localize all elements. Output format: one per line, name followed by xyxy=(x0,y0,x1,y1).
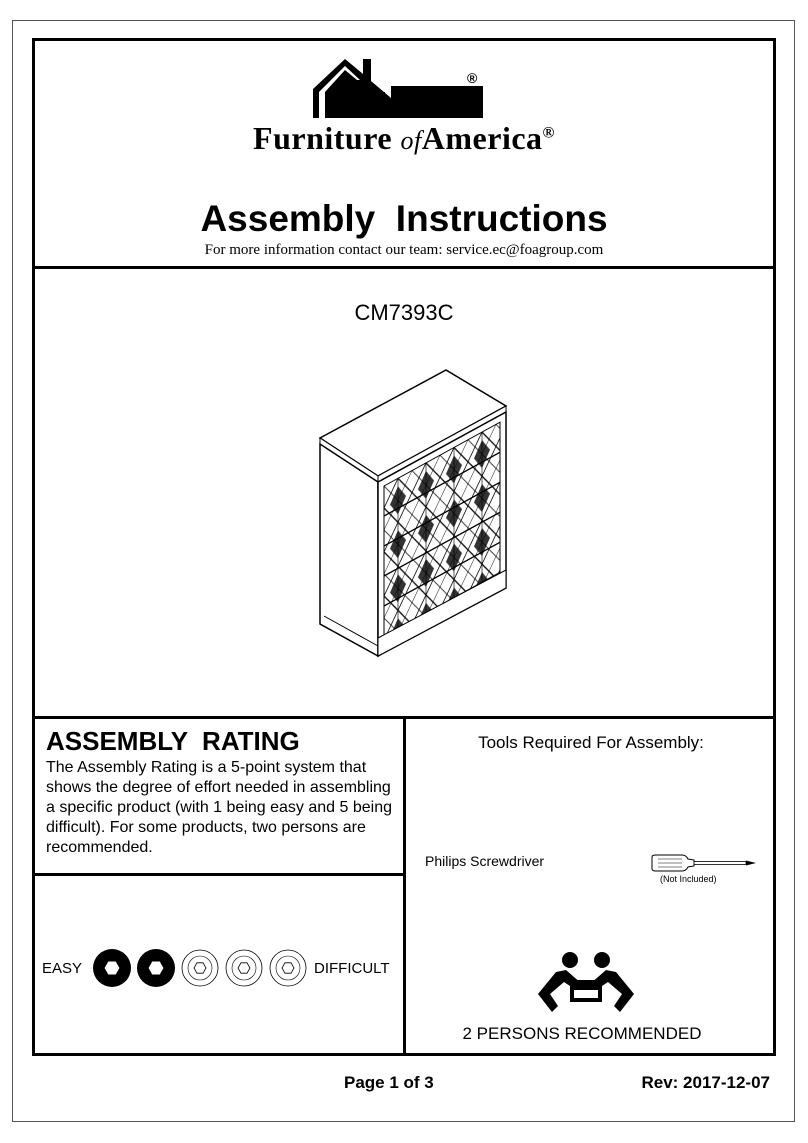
rating-scale xyxy=(92,946,312,990)
rating-dot-empty xyxy=(182,950,218,986)
chest-illustration xyxy=(316,366,516,676)
tool-note: (Not Included) xyxy=(660,874,717,884)
divider-rating xyxy=(32,873,406,876)
contact-info: For more information contact our team: service.ec@foagroup.com xyxy=(204,242,604,258)
page-number: Page 1 of 3 xyxy=(344,1073,434,1092)
rating-heading: ASSEMBLY RATING xyxy=(46,726,300,756)
logo-registered-mark: ® xyxy=(467,70,478,86)
page-title: Assembly Instructions xyxy=(200,198,608,239)
divider-header xyxy=(32,266,776,269)
tool-name: Philips Screwdriver xyxy=(425,853,545,869)
screwdriver-icon xyxy=(650,853,760,873)
house-logo-icon xyxy=(305,56,505,126)
difficult-label: DIFFICULT xyxy=(314,960,390,977)
rating-description: The Assembly Rating is a 5-point system that shows the degree of effort needed in assembling a specific product (with 1 being easy and 5 being difficult). For some products, two persons are recommended. xyxy=(46,759,392,856)
rating-dot-empty xyxy=(226,950,262,986)
brand-name-part2: of xyxy=(400,126,422,155)
rating-dot-empty xyxy=(270,950,306,986)
divider-vertical xyxy=(403,716,406,1056)
model-number: CM7393C xyxy=(354,300,454,325)
rating-dot-filled xyxy=(93,949,131,987)
brand-name xyxy=(0,120,808,157)
brand-registered-mark: ® xyxy=(542,124,555,142)
easy-label: EASY xyxy=(42,960,83,977)
rating-dot-filled xyxy=(137,949,175,987)
brand-name-part3: America xyxy=(421,120,543,156)
persons-recommended: 2 PERSONS RECOMMENDED xyxy=(462,1024,702,1043)
brand-name-part1: Furniture xyxy=(253,120,393,156)
two-persons-icon xyxy=(536,950,636,1016)
tools-heading: Tools Required For Assembly: xyxy=(478,733,704,752)
revision-date: Rev: 2017-12-07 xyxy=(641,1073,770,1092)
